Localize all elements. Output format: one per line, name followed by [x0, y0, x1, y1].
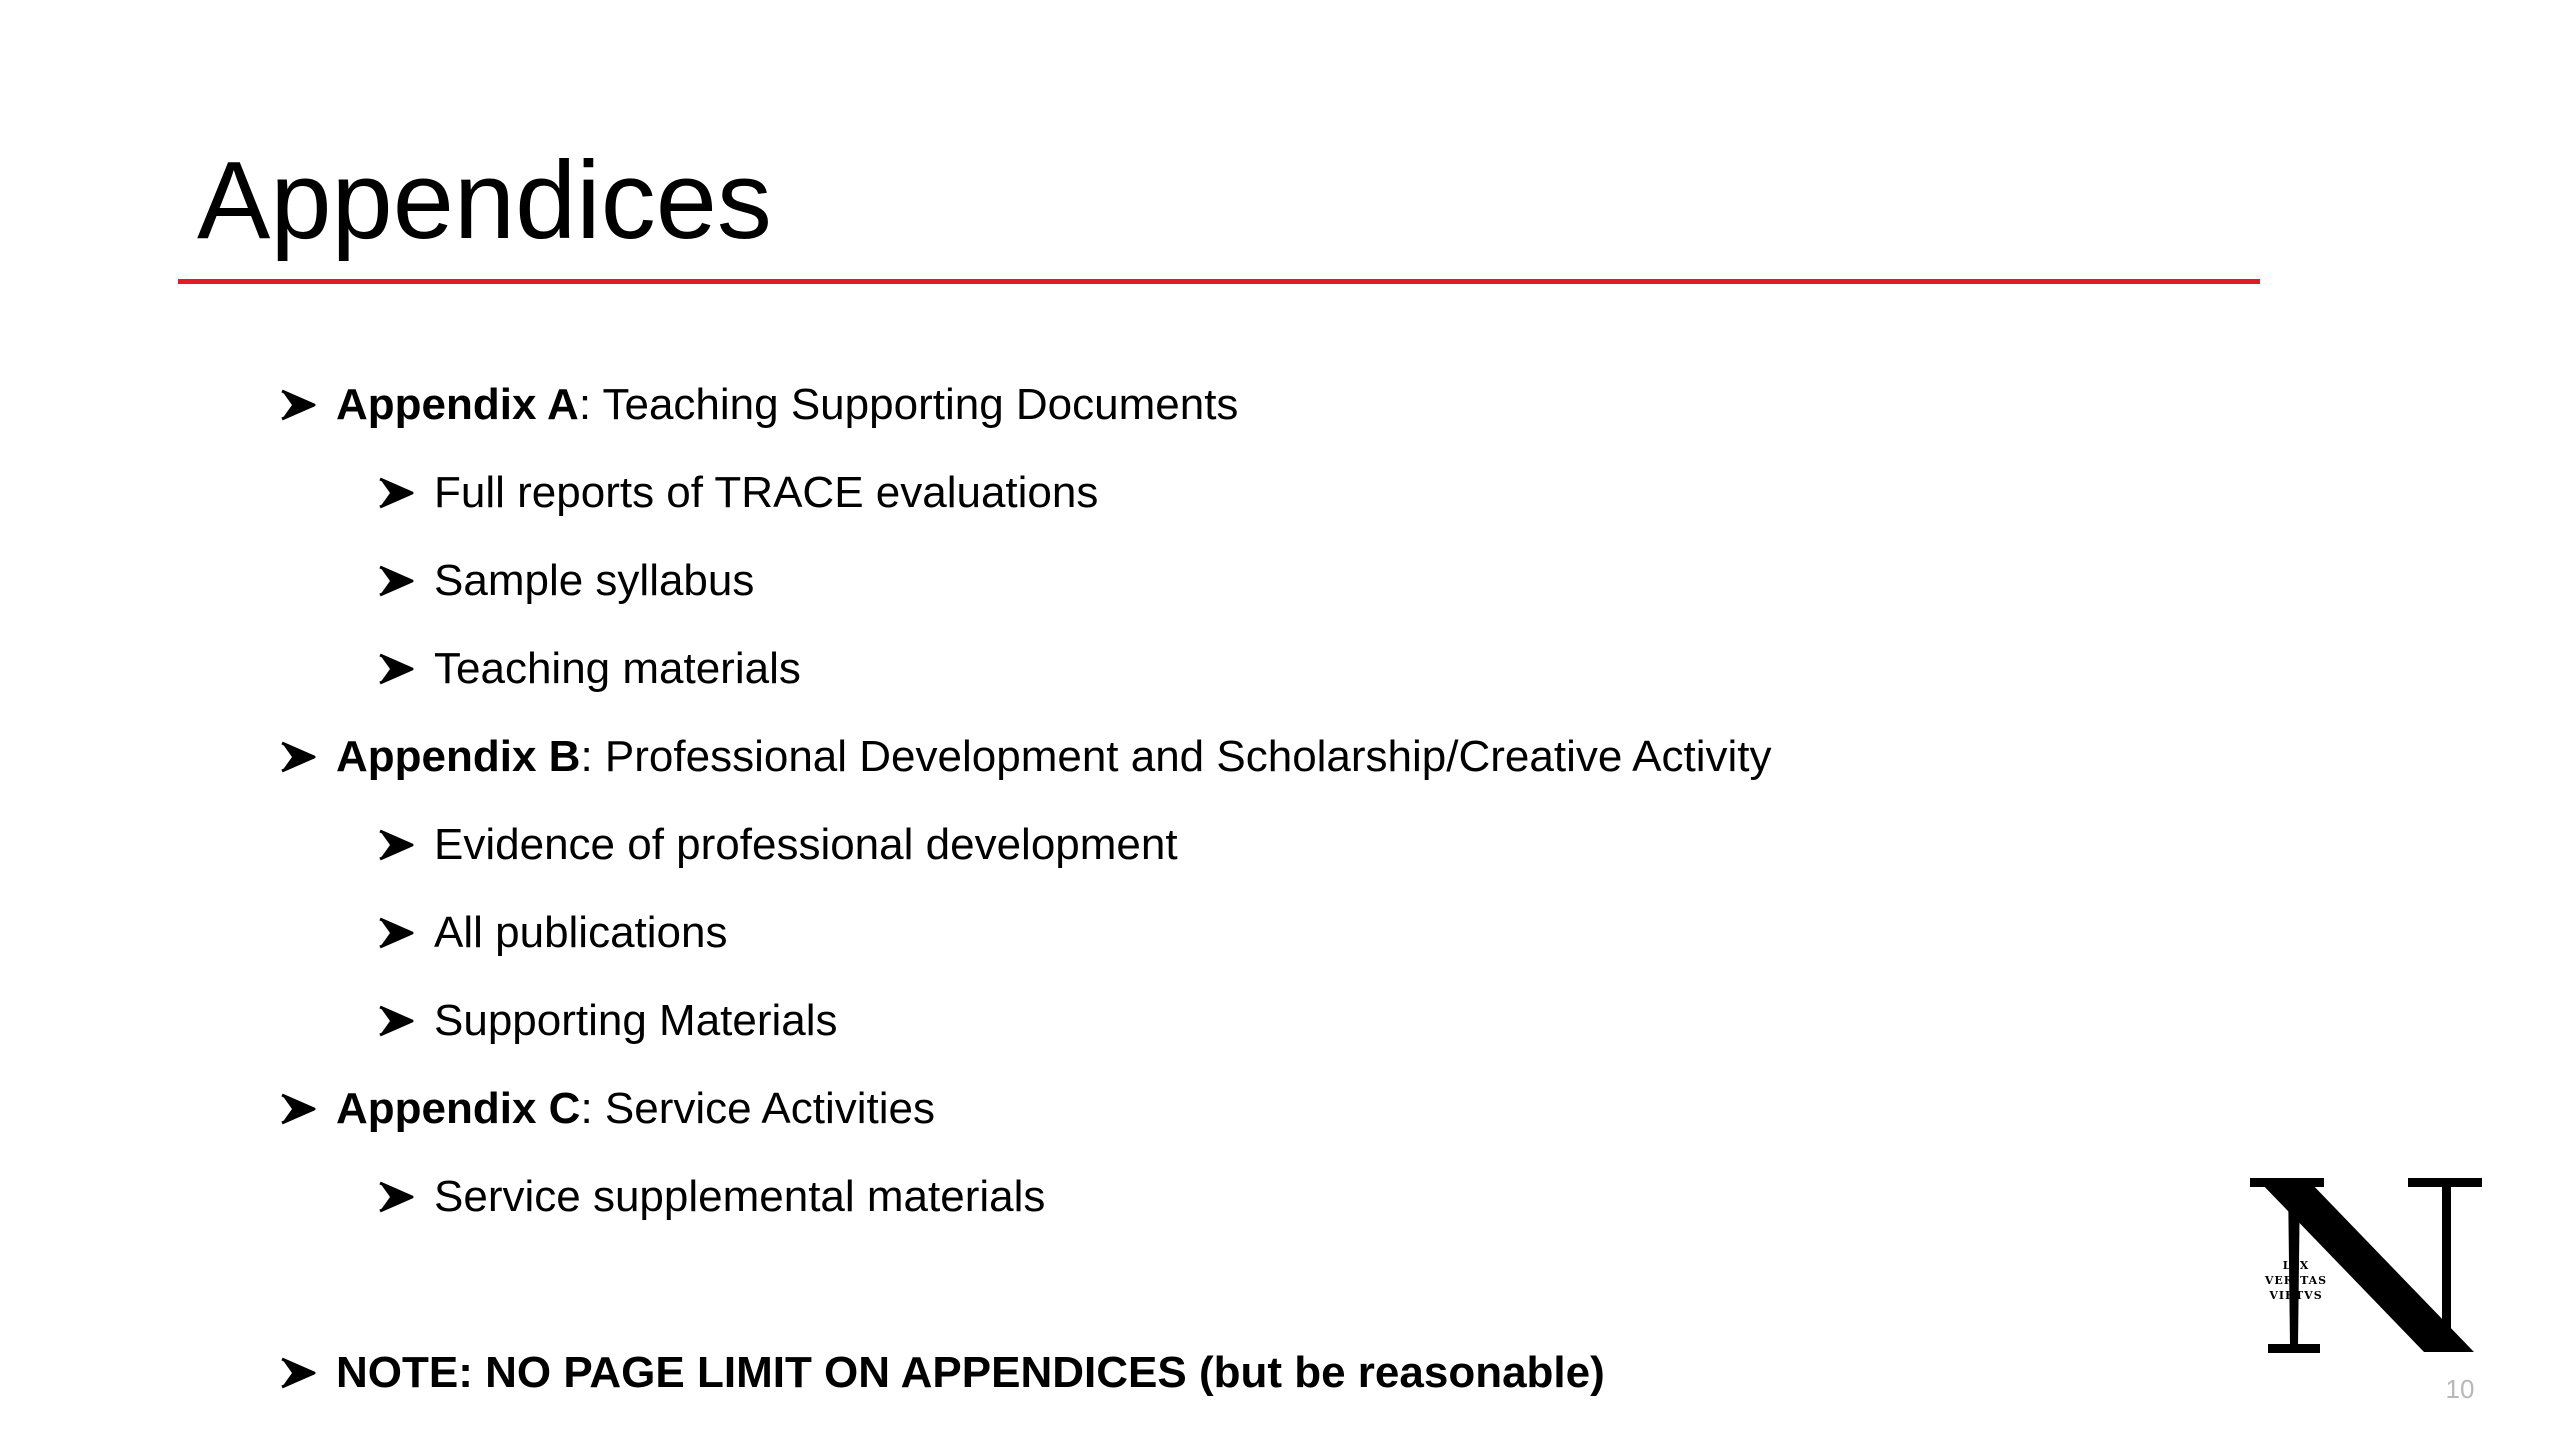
arrow-bullet-icon [376, 475, 416, 511]
list-item-text: Teaching materials [434, 644, 801, 693]
list-item-text: Sample syllabus [434, 556, 755, 605]
logo-motto [2262, 1258, 2330, 1303]
arrow-bullet-icon [278, 739, 318, 775]
page-number: 10 [2445, 1374, 2475, 1404]
list-item [376, 991, 838, 1051]
list-item-strong: Appendix A [336, 380, 579, 429]
note-item [278, 1343, 1605, 1403]
list-item [376, 903, 728, 963]
list-item-text: : Teaching Supporting Documents [578, 380, 1239, 429]
arrow-bullet-icon [376, 1003, 416, 1039]
list-item [278, 1079, 935, 1139]
arrow-bullet-icon [376, 1179, 416, 1215]
arrow-bullet-icon [278, 1355, 318, 1391]
logo-motto-line: VERITAS [2264, 1274, 2328, 1287]
arrow-bullet-icon [278, 387, 318, 423]
list-item-text: Supporting Materials [434, 996, 838, 1045]
note-text: NOTE: NO PAGE LIMIT ON APPENDICES (but be reasonable) [336, 1348, 1605, 1397]
list-item-strong: Appendix B [336, 732, 581, 781]
list-item-text: Evidence of professional development [434, 820, 1178, 869]
list-item [376, 639, 801, 699]
list-item-label [336, 375, 1238, 435]
arrow-bullet-icon [376, 651, 416, 687]
list-item [376, 551, 754, 611]
list-item-text: Full reports of TRACE evaluations [434, 468, 1099, 517]
list-item [376, 815, 1178, 875]
logo-motto-line: VIRTVS [2269, 1289, 2323, 1302]
arrow-bullet-icon [278, 1091, 318, 1127]
list-item-strong: Appendix C [336, 1084, 581, 1133]
logo-motto-line: LVX [2282, 1259, 2310, 1272]
list-item [376, 463, 1098, 523]
slide-title: Appendices [197, 139, 772, 262]
arrow-bullet-icon [376, 915, 416, 951]
list-item-text: Service supplemental materials [434, 1172, 1046, 1221]
list-item-text: All publications [434, 908, 728, 957]
list-item-text: : Service Activities [580, 1084, 936, 1133]
arrow-bullet-icon [376, 827, 416, 863]
list-item [278, 375, 1238, 435]
arrow-bullet-icon [376, 563, 416, 599]
list-item-label [336, 727, 1771, 787]
list-item-label [336, 1079, 935, 1139]
list-item [376, 1167, 1045, 1227]
list-item [278, 727, 1771, 787]
list-item-text: : Professional Development and Scholarship/Creative Activity [580, 732, 1772, 781]
